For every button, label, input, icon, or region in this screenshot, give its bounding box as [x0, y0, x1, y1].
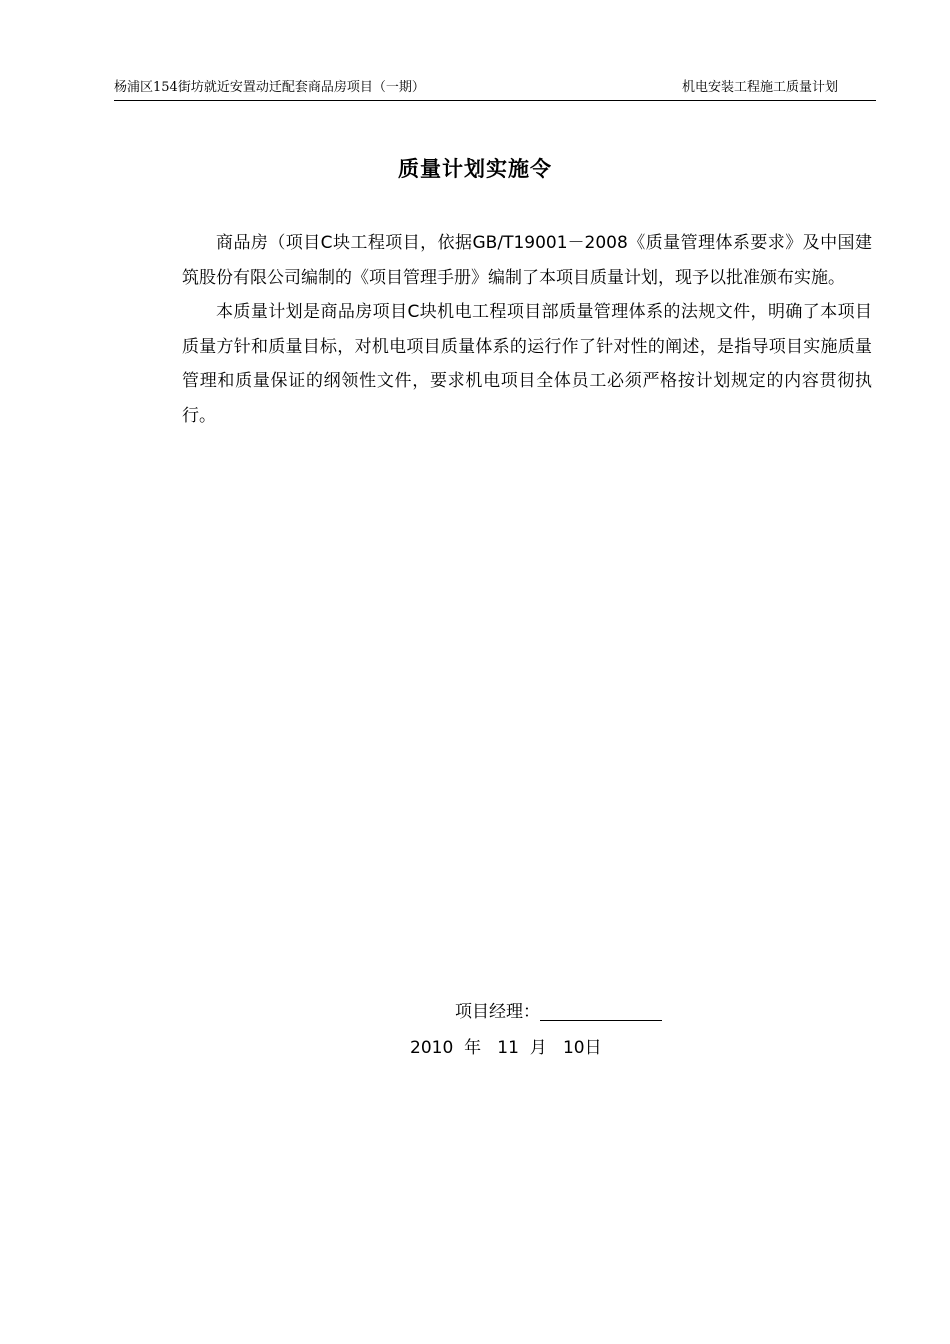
- header-project-name: 杨浦区154街坊就近安置动迁配套商品房项目（一期）: [114, 80, 425, 95]
- signature-date: [410, 1036, 602, 1060]
- date-day: 10: [562, 1038, 585, 1058]
- date-year-unit: 年: [464, 1038, 482, 1058]
- page-header: [114, 80, 876, 101]
- paragraph-1: 商品房（项目C块工程项目，依据GB/T19001－2008《质量管理体系要求》及中国建筑股份有限公司编制的《项目管理手册》编制了本项目质量计划，现予以批准颁布实施。: [182, 233, 872, 288]
- date-day-unit: 日: [584, 1038, 602, 1058]
- document-body: [182, 226, 872, 433]
- paragraph-2: 本质量计划是商品房项目C块机电工程项目部质量管理体系的法规文件，明确了本项目质量方针和质量目标，对机电项目质量体系的运行作了针对性的阐述，是指导项目实施质量管理和质量保证的纲领性文件，要求机电项目全体员工必须严格按计划规定的内容贯彻执行。: [182, 302, 872, 426]
- date-year: 2010: [410, 1038, 454, 1058]
- date-month-unit: 月: [529, 1038, 547, 1058]
- signature-label: 项目经理：: [455, 1002, 540, 1022]
- signature-block: [455, 1000, 662, 1024]
- header-document-name: 机电安装工程施工质量计划: [681, 80, 838, 95]
- date-month: 11: [497, 1038, 519, 1058]
- document-title: 质量计划实施令: [398, 157, 552, 181]
- signature-line: [540, 1000, 662, 1021]
